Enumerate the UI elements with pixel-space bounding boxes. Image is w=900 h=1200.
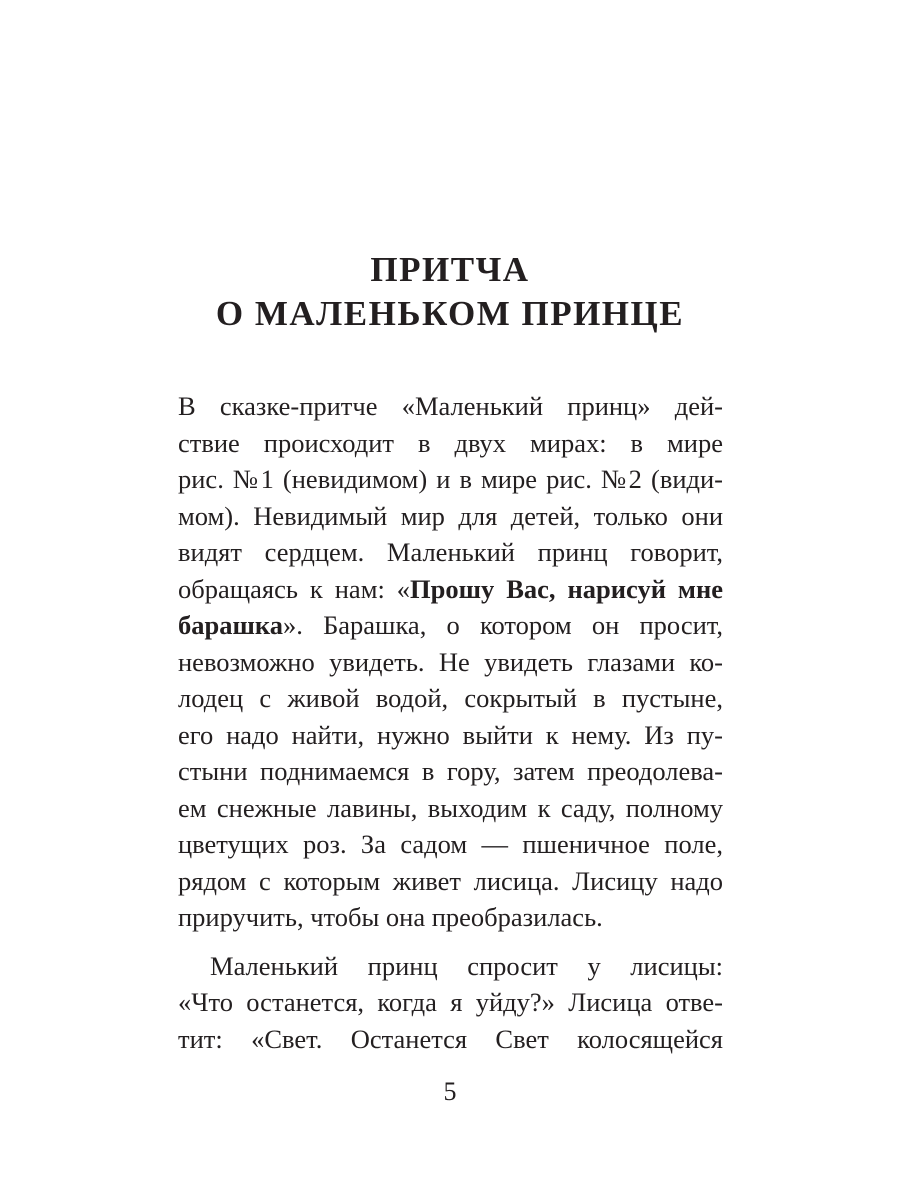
body-text xyxy=(178,388,723,1057)
text-line: В сказке-притче «Маленький принц» дей- xyxy=(178,391,723,421)
text-line: тит: «Свет. Останется Свет колосящейся xyxy=(178,1023,723,1054)
bold-quote: Прошу Вас, нарисуй мне xyxy=(410,573,724,604)
paragraph-1 xyxy=(178,388,723,936)
page-number: 5 xyxy=(443,1077,457,1106)
paragraph-2 xyxy=(178,948,723,1058)
text-line: его надо найти, нужно выйти к нему. Из пу- xyxy=(178,719,723,750)
text-segment: обращаясь к нам: « xyxy=(178,573,411,604)
text-line xyxy=(178,571,723,608)
text-segment: ». Барашка, о котором он просит, xyxy=(282,610,723,640)
text-line: «Что останется, когда я уйду?» Лисица отве- xyxy=(178,987,723,1017)
chapter-title-line-1: ПРИТЧА xyxy=(370,250,530,289)
text-line: лодец с живой водой, сокрытый в пустыне, xyxy=(178,683,723,713)
text-line: видят сердцем. Маленький принц говорит, xyxy=(178,537,723,567)
text-line: ствие происходит в двух мирах: в мире xyxy=(178,427,723,458)
text-line: Маленький принц спросит у лисицы: xyxy=(210,950,723,981)
text-line: ем снежные лавины, выходим к саду, полному xyxy=(178,792,723,823)
text-line: мом). Невидимый мир для детей, только они xyxy=(178,500,723,531)
bold-quote: барашка xyxy=(178,610,283,640)
text-line: цветущих роз. За садом — пшеничное поле, xyxy=(178,829,723,859)
text-line xyxy=(178,607,723,644)
text-line: рядом с которым живет лисица. Лисицу надо xyxy=(178,865,723,896)
text-line: рис. №1 (невидимом) и в мире рис. №2 (види- xyxy=(178,464,723,494)
text-line: невозможно увидеть. Не увидеть глазами ко- xyxy=(178,646,723,677)
text-line: стыни поднимаемся в гору, затем преодолева- xyxy=(178,756,723,786)
text-line: приручить, чтобы она преобразилась. xyxy=(178,902,603,932)
chapter-title-line-2: О МАЛЕНЬКОМ ПРИНЦЕ xyxy=(215,294,685,333)
chapter-title xyxy=(0,248,900,336)
